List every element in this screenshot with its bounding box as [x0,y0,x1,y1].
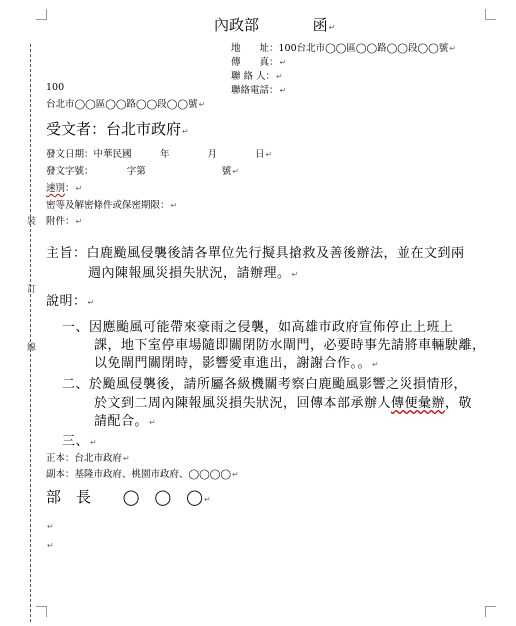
item-1-text-1: 因應颱風可能帶來豪雨之侵襲，如高雄市政府宣佈停止上班上 [89,320,454,335]
paragraph-mark-icon: ↵ [182,127,189,136]
attachment-label: 附件： [46,216,75,227]
explanation-item-1-line-3 [94,352,379,371]
signature-name: ◯ ◯ ◯ [122,488,203,506]
fax-label: 傳 真： [231,57,279,68]
corner-mark-bottom-left [36,606,47,617]
paragraph-mark-icon: ↵ [279,58,287,67]
paragraph-mark-icon: ↵ [123,454,130,463]
empty-paragraph-1 [46,514,54,533]
signature-line [46,486,211,507]
title-doc-type: 函 [312,16,328,34]
item-2-text-2b: 傳便彙辦 [391,396,446,411]
item-1-text-2: 課，地下室停車場隨即關閉防水閘門，必要時事先請將車輛駛離， [94,338,486,353]
address-label: 地 址： [231,43,279,54]
issue-date: 發文日期：中華民國 年 月 日 [46,149,265,160]
item-2-text-2a: 於文到二周內陳報風災損失狀況，回傳本部承辦人 [94,396,392,411]
subject-label: 主旨： [46,246,87,261]
item-2-text-3: 請配合。 [94,414,149,429]
issue-number: 發文字號： 字第 號 [46,166,232,177]
explanation-item-1-line-1 [62,316,454,335]
receiver-value: 台北市政府 [106,120,182,138]
paragraph-mark-icon: ↵ [203,495,211,504]
binding-mark-bottom: 線 [27,343,37,353]
contact-label: 聯 絡 人： [231,71,276,82]
explanation-item-2-line-2 [94,392,472,411]
sender-fax-line [231,54,286,68]
item-2-number: 二、 [62,377,90,392]
cc-copy: 副本：基隆市政府、桃園市政府、◯◯◯◯ [46,469,232,480]
corner-mark-top-left [36,9,47,20]
secret-label: 密等及解密條件或保密期限： [46,200,170,211]
explanation-label-line [46,290,95,309]
speed-line: 速別：↵ [46,183,83,194]
title-ministry: 內政部 [214,16,260,34]
paragraph-mark-icon: ↵ [47,522,54,531]
paragraph-mark-icon: ↵ [265,150,273,159]
sender-contact-line [231,68,283,82]
document-title [214,14,335,35]
issue-date-line [46,146,272,160]
sender-phone-line [231,82,286,96]
paragraph-mark-icon: ↵ [90,438,98,447]
paragraph-mark-icon: ↵ [449,44,456,53]
binding-mark-top: 裝 [27,217,37,227]
paragraph-mark-icon: ↵ [328,23,336,32]
recipient-postal-code: 100 [46,82,65,93]
paragraph-mark-icon: ↵ [291,270,299,279]
corner-mark-top-right [485,9,496,20]
paragraph-mark-icon: ↵ [198,100,206,109]
speed-label: 速別 [46,183,66,194]
address-value: 100台北市◯◯區◯◯路◯◯段◯◯號 [278,43,449,54]
paragraph-mark-icon: ↵ [276,72,283,81]
paragraph-mark-icon: ↵ [87,298,95,307]
paragraph-mark-icon: ↵ [279,86,287,95]
paragraph-mark-icon: ↵ [372,360,380,369]
subject-text-2: 週內陳報風災損失狀況，請辦理。 [88,266,291,281]
paragraph-mark-icon: ↵ [170,201,178,210]
issue-number-line [46,163,239,177]
explanation-item-1-line-2 [94,334,486,353]
subject-text-1: 白鹿颱風侵襲後請各單位先行擬具搶救及善後辦法，並在文到兩 [86,246,465,261]
binding-dashed-line [30,44,31,622]
attachment-line [46,213,82,227]
item-1-number: 一、 [62,320,90,335]
explanation-item-3-line-1 [62,430,97,449]
phone-label: 聯絡電話： [231,85,279,96]
paragraph-mark-icon: ↵ [47,541,54,550]
paragraph-mark-icon: ↵ [149,418,157,427]
subject-line-1 [46,242,465,261]
empty-paragraph-2 [46,533,54,552]
explanation-item-2-line-3 [94,410,156,429]
paragraph-mark-icon: ↵ [75,217,83,226]
explanation-label: 說明： [46,294,87,309]
item-2-text-1: 於颱風侵襲後，請所屬各級機關考察白鹿颱風影響之災損情形， [89,377,468,392]
main-copy-line [46,450,130,464]
paragraph-mark-icon: ↵ [232,470,239,479]
main-copy: 正本：台北市政府 [46,453,123,464]
explanation-item-2-line-1 [62,373,467,392]
receiver-line [46,118,189,139]
recipient-address: 台北市◯◯區◯◯路◯◯段◯◯號 [46,99,198,110]
binding-mark-middle: 訂 [27,285,37,295]
corner-mark-bottom-right [485,606,496,617]
paragraph-mark-icon: ↵ [232,167,239,176]
recipient-address-line [46,96,205,110]
item-3-number: 三、 [62,434,90,449]
subject-line-2 [88,262,299,281]
paragraph-mark-icon: ↵ [75,184,83,193]
cc-copy-line [46,466,239,480]
sender-address-line [231,40,456,54]
receiver-label: 受文者： [46,120,107,138]
item-1-text-3: 以免閘門關閉時，影響愛車進出，謝謝合作。。 [94,356,372,371]
signature-title: 部 長 [46,488,92,506]
item-2-text-2c: ，敬 [445,396,473,411]
secret-line [46,197,177,211]
